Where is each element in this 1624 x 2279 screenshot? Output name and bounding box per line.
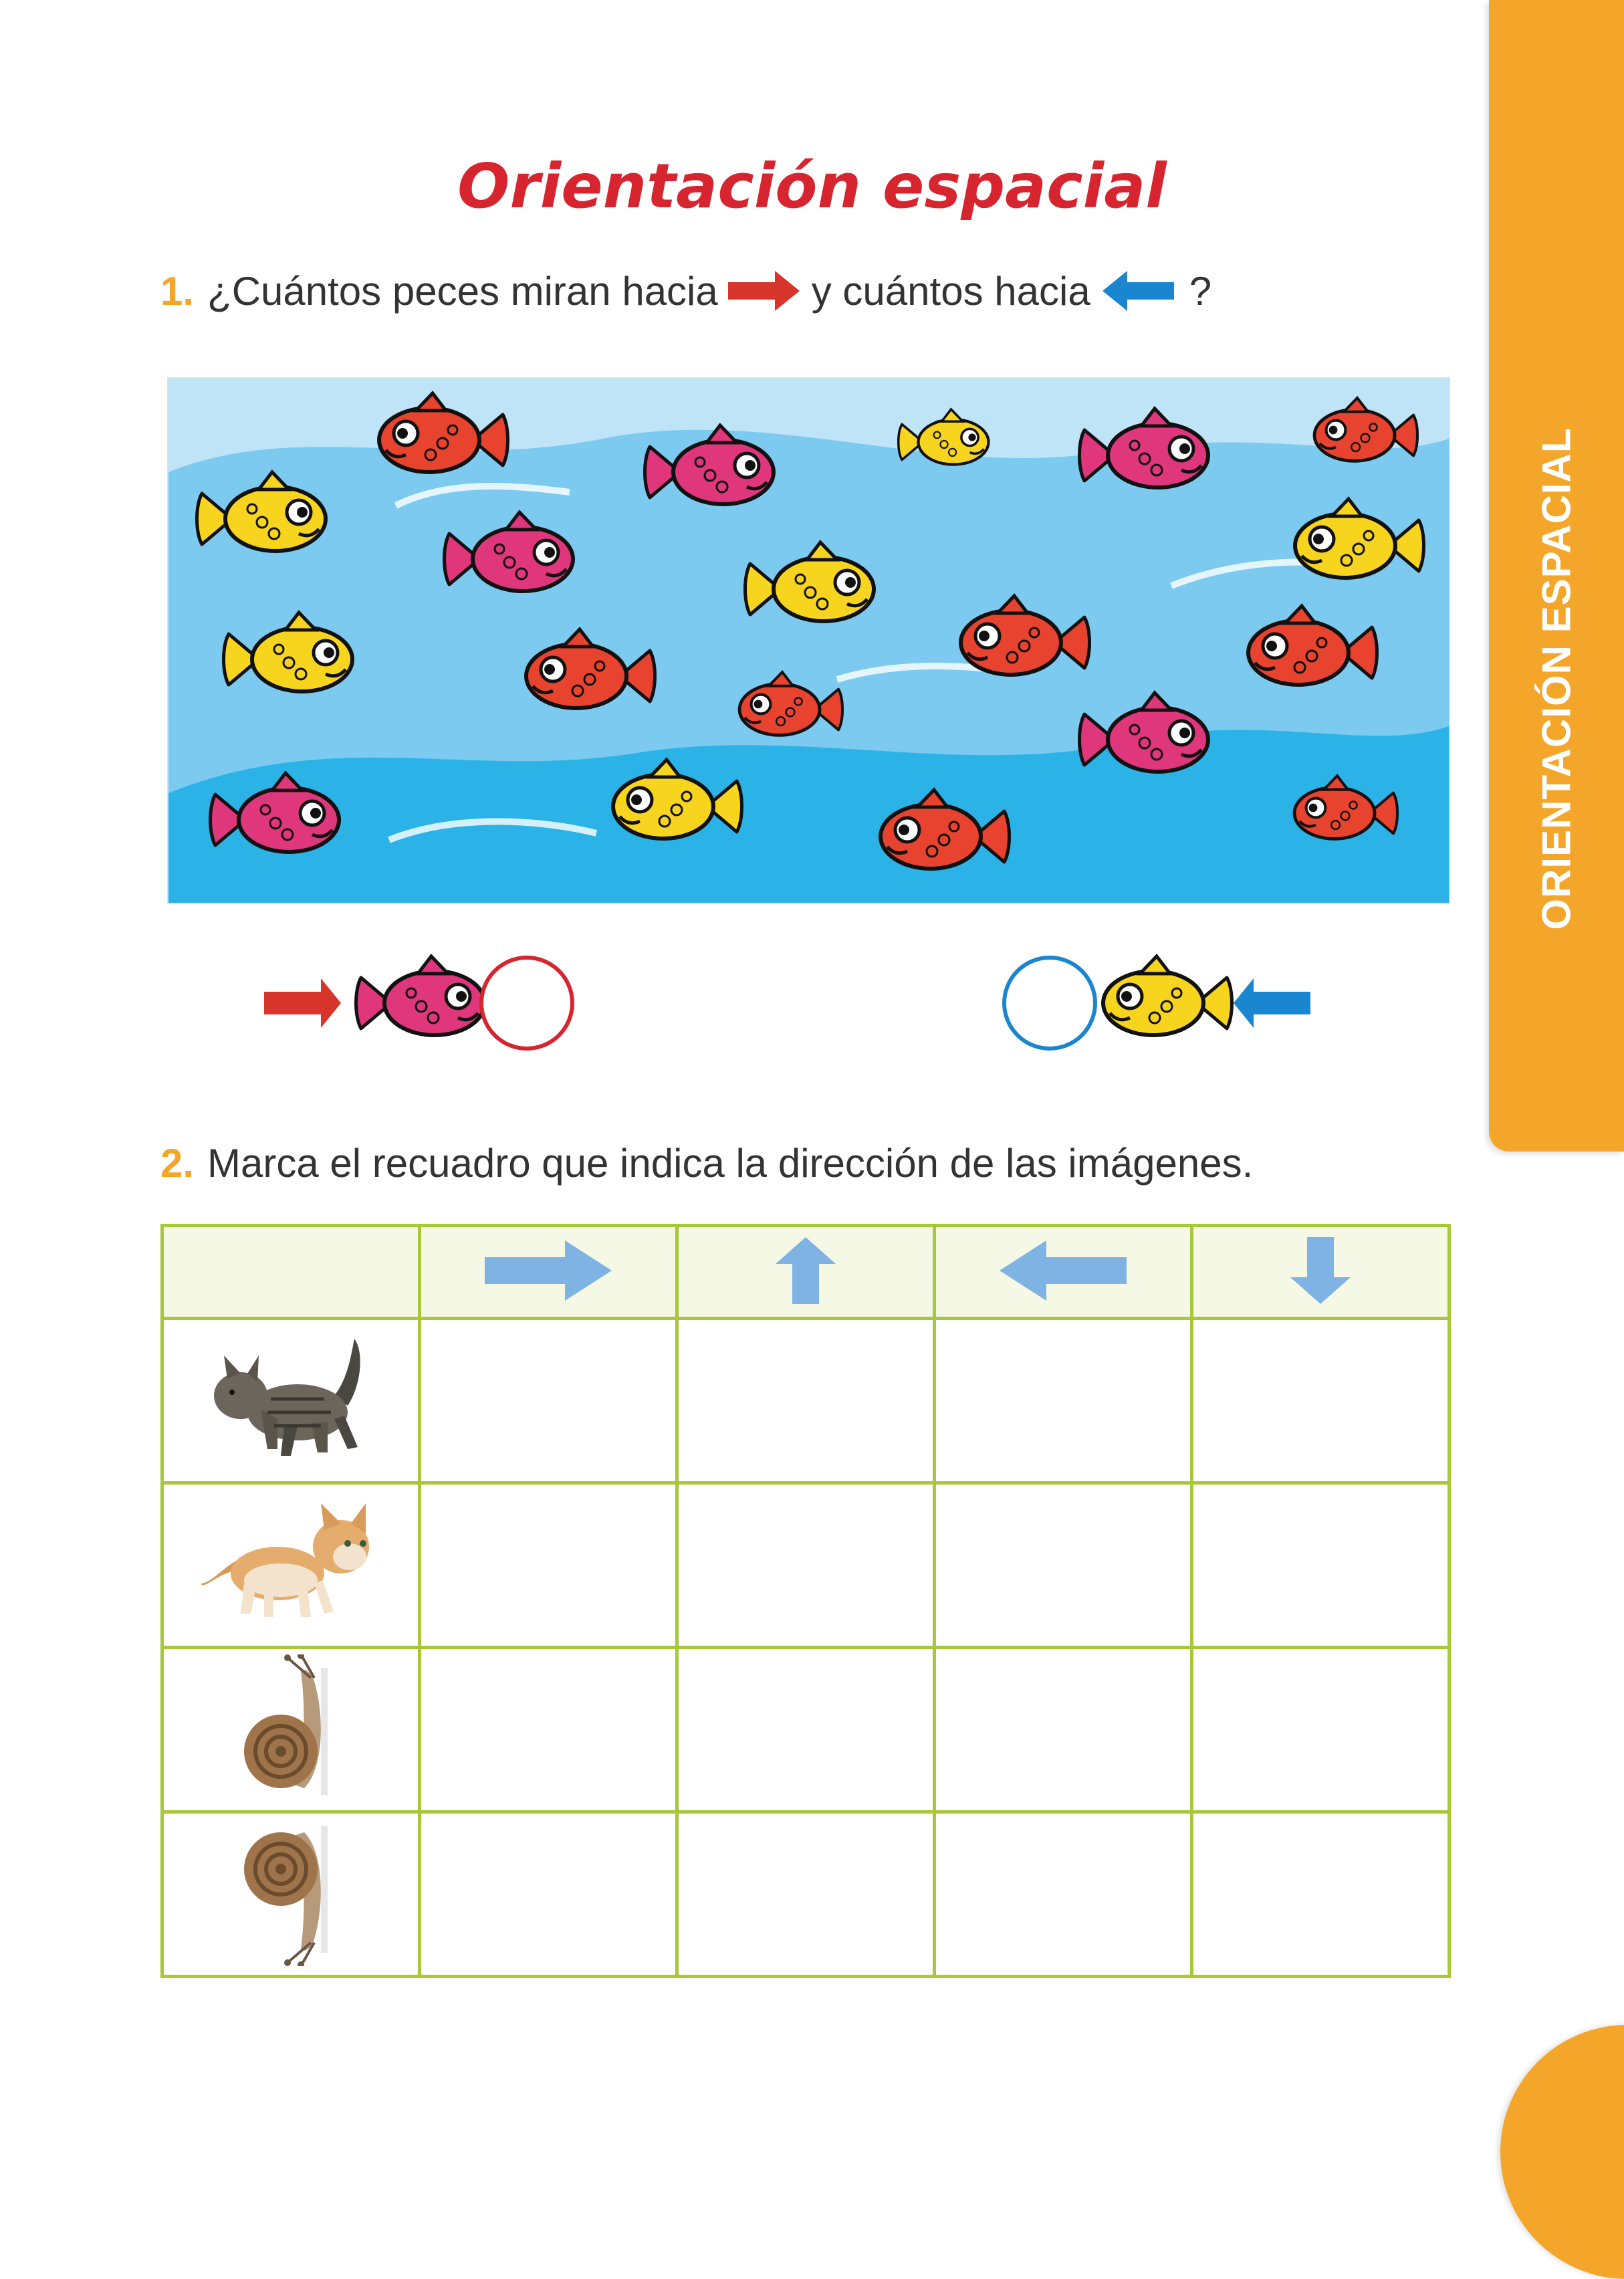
answer-cell[interactable] — [420, 1648, 677, 1812]
table-row — [162, 1648, 1449, 1812]
answer-cell[interactable] — [1192, 1812, 1449, 1977]
arrow-left-icon — [1097, 267, 1177, 314]
orange-kitten-image — [197, 1490, 384, 1637]
answer-cell[interactable] — [677, 1648, 935, 1812]
yellow-fish-icon — [1080, 956, 1232, 1035]
arrow-right-icon — [725, 267, 805, 314]
question-2 — [160, 1140, 1253, 1186]
header-cell-down — [1192, 1226, 1449, 1319]
arrow-up-icon — [772, 1234, 839, 1307]
row-image-cell — [162, 1483, 420, 1648]
page-title: Orientación espacial — [457, 150, 1167, 222]
tabby-kitten-image — [204, 1325, 378, 1473]
answer-cell[interactable] — [677, 1319, 935, 1483]
answer-right-group — [261, 946, 582, 1063]
question-text-part2: y cuántos hacia — [811, 268, 1090, 314]
header-empty-cell — [162, 1226, 420, 1319]
answer-circle-right[interactable] — [481, 958, 572, 1049]
answer-cell[interactable] — [1192, 1648, 1449, 1812]
arrow-down-icon — [1287, 1234, 1354, 1307]
answer-cell[interactable] — [935, 1483, 1192, 1648]
answer-cell[interactable] — [1192, 1319, 1449, 1483]
page-number: 17 — [1540, 1993, 1575, 2028]
answer-left-group — [1000, 946, 1320, 1063]
snail-up-image — [224, 1654, 358, 1802]
table-row — [162, 1812, 1449, 1977]
direction-table — [160, 1224, 1451, 1978]
answer-cell[interactable] — [935, 1812, 1192, 1977]
answer-cell[interactable] — [420, 1319, 677, 1483]
header-cell-right — [420, 1226, 677, 1319]
answer-cell[interactable] — [935, 1648, 1192, 1812]
answer-cell[interactable] — [1192, 1483, 1449, 1648]
answer-cell[interactable] — [677, 1483, 935, 1648]
question-number: 2. — [160, 1141, 195, 1186]
arrow-left-icon — [1234, 978, 1310, 1028]
table-header-row — [162, 1226, 1449, 1319]
arrow-left-icon — [996, 1237, 1130, 1304]
answer-cell[interactable] — [677, 1812, 935, 1977]
answer-circle-left[interactable] — [1004, 958, 1095, 1049]
question-number: 1. — [160, 268, 195, 314]
table-row — [162, 1319, 1449, 1483]
header-cell-up — [677, 1226, 935, 1319]
fish-scene-illustration — [167, 377, 1450, 904]
row-image-cell — [162, 1648, 420, 1812]
answer-cell[interactable] — [420, 1483, 677, 1648]
question-text-part3: ? — [1189, 268, 1212, 314]
arrow-right-icon — [264, 978, 341, 1028]
table-row — [162, 1483, 1449, 1648]
answer-cell[interactable] — [420, 1812, 677, 1977]
row-image-cell — [162, 1319, 420, 1483]
question-text: Marca el recuadro que indica la dirección de las imágenes. — [207, 1141, 1254, 1186]
row-image-cell — [162, 1812, 420, 1977]
arrow-right-icon — [481, 1237, 615, 1304]
side-tab-label: ORIENTACIÓN ESPACIAL — [1534, 427, 1579, 930]
question-text-part1: ¿Cuántos peces miran hacia — [207, 268, 718, 314]
page-number-badge — [1500, 2025, 1624, 2279]
snail-down-image — [224, 1819, 358, 1966]
question-1 — [160, 267, 1211, 314]
answer-cell[interactable] — [935, 1319, 1192, 1483]
header-cell-left — [935, 1226, 1192, 1319]
